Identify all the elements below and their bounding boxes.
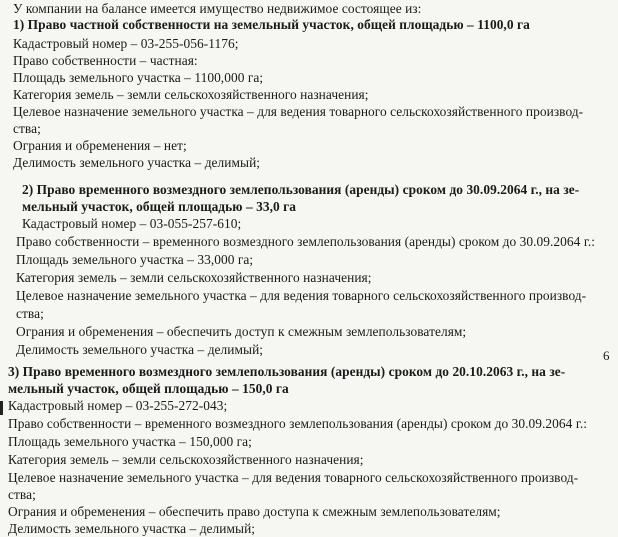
section-2-category: Категория земель – земли сельскохозяйственного назначения;: [16, 270, 372, 285]
section-2-purpose-cont: ства;: [16, 306, 44, 321]
section-1-ownership: Право собственности – частная:: [13, 53, 198, 68]
section-2-purpose: Целевое назначение земельного участка – для ведения товарного сельскохозяйственного производ-: [16, 288, 587, 303]
section-2-heading-cont: мельный участок, общей площадью – 33,0 га: [22, 199, 296, 214]
section-3-purpose-cont: ства;: [8, 487, 36, 502]
section-2-ownership: Право собственности – временного возмездного землепользования (аренды) сроком до 30.09.2064 г.:: [16, 234, 596, 249]
section-3-heading-cont: мельный участок, общей площадью – 150,0 га: [8, 381, 289, 396]
page-number: 6: [603, 348, 610, 363]
section-3-restrictions: Ограния и обременения – обеспечить право доступа к смежным землепользователям;: [8, 504, 501, 519]
section-3-area: Площадь земельного участка – 150,000 га;: [8, 434, 252, 449]
section-1-restrictions: Ограния и обременения – нет;: [13, 138, 187, 153]
section-1-purpose-cont: ства;: [13, 121, 41, 136]
section-1-divisibility: Делимость земельного участка – делимый;: [13, 155, 261, 170]
scan-margin-mark: [0, 401, 3, 415]
section-1-purpose: Целевое назначение земельного участка – для ведения товарного сельскохозяйственного производ-: [13, 104, 584, 119]
section-3-divisibility: Делимость земельного участка – делимый;: [8, 521, 256, 536]
section-3-ownership: Право собственности – временного возмездного землепользования (аренды) сроком до 30.09.2064 г.:: [8, 416, 588, 431]
section-2-area: Площадь земельного участка – 33,000 га;: [16, 252, 254, 267]
section-1-heading: 1) Право частной собственности на земельный участок, общей площадью – 1100,0 га: [13, 17, 530, 32]
section-2-cadastral: Кадастровый номер – 03-055-257-610;: [22, 216, 242, 231]
section-3-category: Категория земель – земли сельскохозяйственного назначения;: [8, 452, 364, 467]
intro-text: У компании на балансе имеется имущество недвижимое состоящее из:: [13, 1, 422, 16]
section-1-cadastral: Кадастровый номер – 03-255-056-1176;: [13, 36, 239, 51]
section-3-purpose: Целевое назначение земельного участка – для ведения товарного сельскохозяйственного производ-: [8, 470, 579, 485]
section-3-cadastral: Кадастровый номер – 03-255-272-043;: [8, 398, 228, 413]
section-1-category: Категория земель – земли сельскохозяйственного назначения;: [13, 87, 369, 102]
section-2-restrictions: Ограния и обременения – обеспечить доступ к смежным землепользователям;: [16, 324, 467, 339]
section-2-heading: 2) Право временного возмездного землепользования (аренды) сроком до 30.09.2064 г., на зе-: [22, 182, 580, 197]
section-2-divisibility: Делимость земельного участка – делимый;: [16, 342, 264, 357]
section-1-area: Площадь земельного участка – 1100,000 га;: [13, 70, 264, 85]
section-3-heading: 3) Право временного возмездного землепользования (аренды) сроком до 20.10.2063 г., на зе-: [8, 364, 566, 379]
